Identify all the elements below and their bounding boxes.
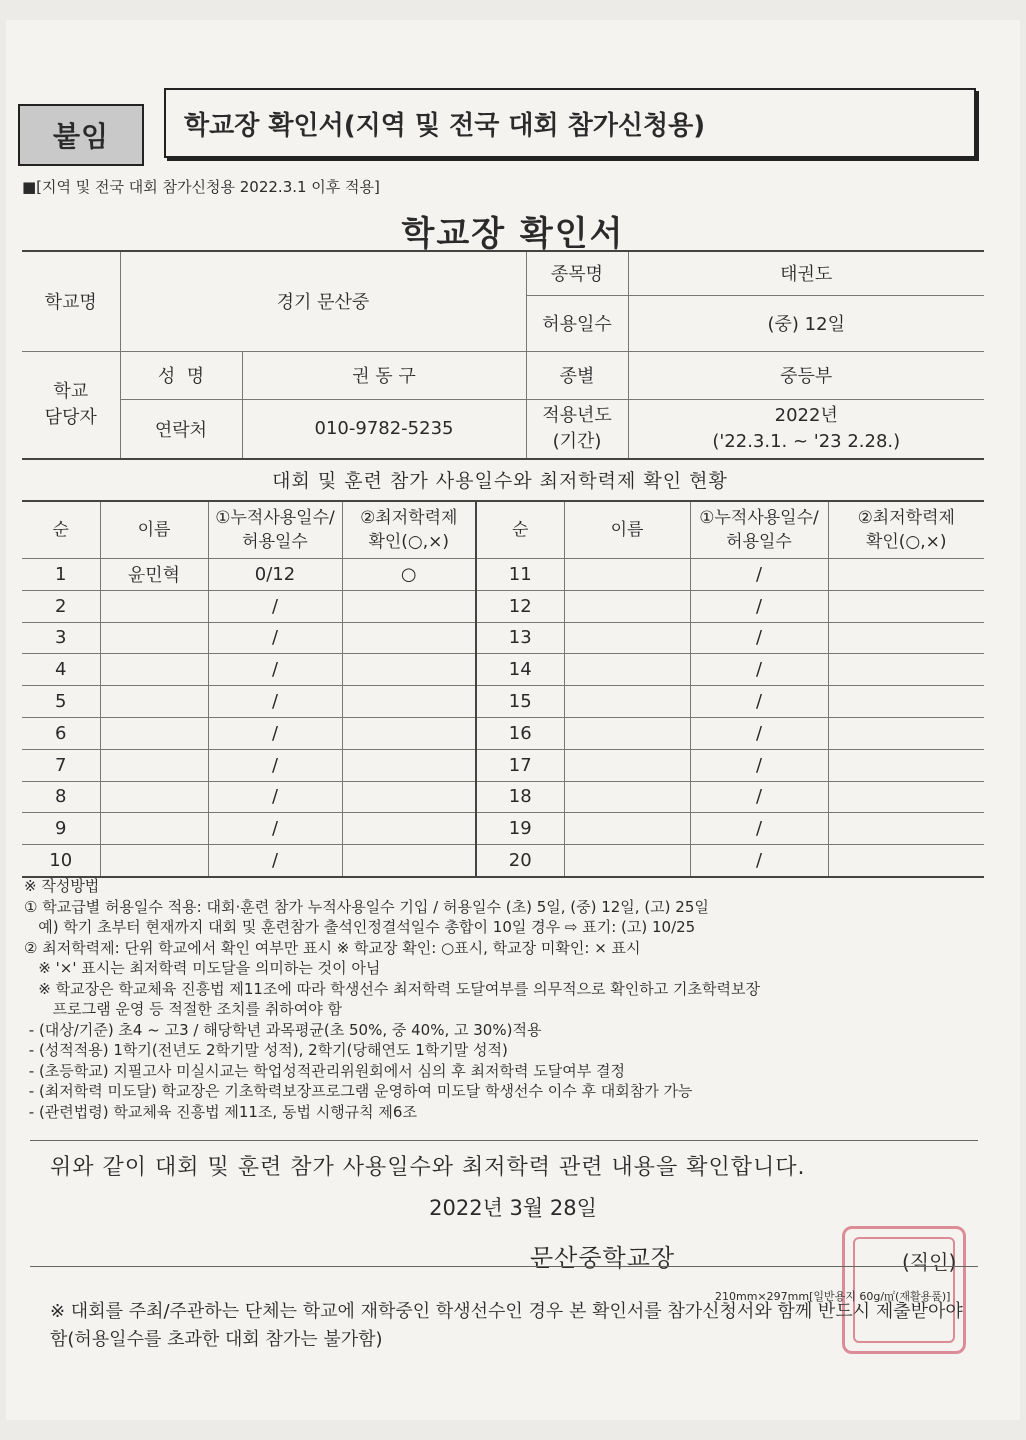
row-name xyxy=(564,654,690,686)
instruction-line: - (초등학교) 지필고사 미실시교는 학업성적관리위원회에서 심의 후 최저학력 도달여부 결정 xyxy=(24,1061,625,1080)
row-no: 14 xyxy=(476,654,564,686)
row-days: / xyxy=(208,622,342,654)
table-row xyxy=(22,686,984,718)
manager-label: 학교 담당자 xyxy=(22,351,120,459)
divider xyxy=(30,1266,978,1267)
writing-instructions xyxy=(24,876,994,1122)
table-row xyxy=(22,717,984,749)
table-row xyxy=(22,559,984,591)
row-days: / xyxy=(690,686,828,718)
row-days: / xyxy=(690,654,828,686)
row-name xyxy=(564,749,690,781)
principal-name: 문산중학교장 xyxy=(530,1244,676,1272)
row-no: 18 xyxy=(476,781,564,813)
school-label: 학교명 xyxy=(22,251,120,351)
row-check xyxy=(828,559,984,591)
row-no: 5 xyxy=(22,686,100,718)
contact-label: 연락처 xyxy=(120,399,242,459)
table-row xyxy=(22,654,984,686)
instruction-line: - (성적적용) 1학기(전년도 2학기말 성적), 2학기(당해연도 1학기말 성적) xyxy=(24,1041,508,1059)
row-no: 3 xyxy=(22,622,100,654)
row-check: ○ xyxy=(342,559,476,591)
row-name xyxy=(564,590,690,622)
instruction-line: 프로그램 운영 등 적절한 조치를 취하여야 함 xyxy=(24,1000,343,1018)
col-name: 이름 xyxy=(100,501,208,559)
row-name xyxy=(100,590,208,622)
row-check xyxy=(828,686,984,718)
row-no: 10 xyxy=(22,845,100,877)
row-name xyxy=(100,717,208,749)
row-days: 0/12 xyxy=(208,559,342,591)
col-days: ①누적사용일수/ 허용일수 xyxy=(690,501,828,559)
table-row xyxy=(22,749,984,781)
row-check xyxy=(342,590,476,622)
row-name xyxy=(100,813,208,845)
row-name xyxy=(564,559,690,591)
row-no: 1 xyxy=(22,559,100,591)
instruction-line: ① 학교급별 허용일수 적용: 대회·훈련 참가 누적사용일수 기입 / 허용일수 (초) 5일, (중) 12일, (고) 25일 xyxy=(24,897,709,916)
application-note: ■[지역 및 전국 대회 참가신청용 2022.3.1 이후 적용] xyxy=(22,178,380,196)
instruction-line: - (최저학력 미도달) 학교장은 기초학력보장프로그램 운영하여 미도달 학생선수 이수 후 대회참가 가능 xyxy=(24,1082,693,1100)
status-title: 대회 및 훈련 참가 사용일수와 최저학력제 확인 현황 xyxy=(272,470,728,492)
row-name: 윤민혁 xyxy=(100,559,208,591)
row-days: / xyxy=(208,813,342,845)
row-check xyxy=(828,590,984,622)
footnote: ※ 대회를 주최/주관하는 단체는 학교에 재학중인 학생선수인 경우 본 확인서를 참가신청서와 함께 반드시 제출받아야 함(허용일수를 초과한 대회 참가는 불가함) xyxy=(50,1301,963,1350)
table-row xyxy=(22,813,984,845)
instruction-line: ※ '×' 표시는 최저학력 미도달을 의미하는 것이 아님 xyxy=(24,959,381,977)
row-days: / xyxy=(208,781,342,813)
participant-table xyxy=(22,500,984,878)
row-days: / xyxy=(690,845,828,877)
instruction-line: - (관련법령) 학교체육 진흥법 제11조, 동법 시행규칙 제6조 xyxy=(24,1102,417,1121)
allowed-days-value: (중) 12일 xyxy=(628,295,984,351)
instruction-line: ※ 작성방법 xyxy=(24,877,100,895)
event-label: 종목명 xyxy=(526,251,628,295)
row-name xyxy=(100,749,208,781)
row-no: 8 xyxy=(22,781,100,813)
row-check xyxy=(828,845,984,877)
row-name xyxy=(564,622,690,654)
row-no: 4 xyxy=(22,654,100,686)
row-no: 9 xyxy=(22,813,100,845)
col-name: 이름 xyxy=(564,501,690,559)
row-name xyxy=(100,781,208,813)
school-value: 경기 문산중 xyxy=(120,251,526,351)
category-label: 종별 xyxy=(526,351,628,399)
row-check xyxy=(828,749,984,781)
row-days: / xyxy=(690,590,828,622)
row-name xyxy=(100,686,208,718)
paper-spec: 210mm×297mm[일반용지 60g/㎡(재활용품)] xyxy=(715,1290,951,1303)
row-days: / xyxy=(690,559,828,591)
allowed-days-label: 허용일수 xyxy=(526,295,628,351)
name-label: 성 명 xyxy=(120,351,242,399)
row-check xyxy=(342,781,476,813)
row-no: 6 xyxy=(22,717,100,749)
instruction-line: ※ 학교장은 학교체육 진흥법 제11조에 따라 학생선수 최저학력 도달여부를 의무적으로 확인하고 기초학력보장 xyxy=(24,979,760,998)
row-days: / xyxy=(208,749,342,781)
header-title: 학교장 확인서(지역 및 전국 대회 참가신청용) xyxy=(164,88,976,158)
row-check xyxy=(828,622,984,654)
row-days: / xyxy=(690,622,828,654)
row-check xyxy=(828,654,984,686)
event-value: 태권도 xyxy=(628,251,984,295)
row-check xyxy=(342,845,476,877)
seal-label: (직인) xyxy=(902,1250,957,1274)
row-no: 12 xyxy=(476,590,564,622)
attachment-tag: 붙임 xyxy=(18,104,144,166)
table-row xyxy=(22,845,984,877)
row-check xyxy=(828,717,984,749)
year-value: 2022년 xyxy=(774,404,838,426)
row-check xyxy=(828,813,984,845)
col-no: 순 xyxy=(22,501,100,559)
row-days: / xyxy=(208,590,342,622)
row-days: / xyxy=(208,717,342,749)
row-check xyxy=(342,622,476,654)
instruction-line: ② 최저학력제: 단위 학교에서 확인 여부만 표시 ※ 학교장 확인: ○표시, 학교장 미확인: × 표시 xyxy=(24,938,641,957)
table-row xyxy=(22,781,984,813)
row-no: 17 xyxy=(476,749,564,781)
table-row xyxy=(22,622,984,654)
contact-value: 010-9782-5235 xyxy=(242,399,526,459)
col-no: 순 xyxy=(476,501,564,559)
row-no: 16 xyxy=(476,717,564,749)
row-check xyxy=(342,813,476,845)
row-no: 7 xyxy=(22,749,100,781)
row-days: / xyxy=(690,717,828,749)
row-days: / xyxy=(690,749,828,781)
row-name xyxy=(100,654,208,686)
instruction-line: - (대상/기준) 초4 ~ 고3 / 해당학년 과목평균(초 50%, 중 40%, 고 30%)적용 xyxy=(24,1020,542,1039)
row-name xyxy=(564,813,690,845)
row-days: / xyxy=(208,654,342,686)
col-days: ①누적사용일수/ 허용일수 xyxy=(208,501,342,559)
row-name xyxy=(564,717,690,749)
row-check xyxy=(342,717,476,749)
row-name xyxy=(100,622,208,654)
row-no: 11 xyxy=(476,559,564,591)
row-name xyxy=(564,845,690,877)
col-check: ②최저학력제 확인(○,×) xyxy=(342,501,476,559)
page-title: 학교장 확인서 xyxy=(401,214,625,254)
row-check xyxy=(342,686,476,718)
row-no: 13 xyxy=(476,622,564,654)
row-no: 19 xyxy=(476,813,564,845)
divider xyxy=(30,1140,978,1141)
row-check xyxy=(342,749,476,781)
row-no: 2 xyxy=(22,590,100,622)
instruction-line: 예) 학기 초부터 현재까지 대회 및 훈련참가 출석인정결석일수 총합이 10일 경우 ⇨ 표기: (고) 10/25 xyxy=(24,918,696,936)
info-table xyxy=(22,250,984,460)
row-no: 20 xyxy=(476,845,564,877)
row-no: 15 xyxy=(476,686,564,718)
category-value: 중등부 xyxy=(628,351,984,399)
row-days: / xyxy=(208,686,342,718)
row-name xyxy=(100,845,208,877)
row-name xyxy=(564,686,690,718)
confirmation-text: 위와 같이 대회 및 훈련 참가 사용일수와 최저학력 관련 내용을 확인합니다. xyxy=(50,1155,806,1180)
name-value: 권 동 구 xyxy=(242,351,526,399)
row-days: / xyxy=(690,813,828,845)
year-period: ('22.3.1. ~ '23 2.28.) xyxy=(712,430,901,452)
year-label: 적용년도 (기간) xyxy=(526,399,628,459)
row-name xyxy=(564,781,690,813)
row-check xyxy=(342,654,476,686)
row-days: / xyxy=(690,781,828,813)
row-days: / xyxy=(208,845,342,877)
table-row xyxy=(22,590,984,622)
confirm-date: 2022년 3월 28일 xyxy=(429,1196,597,1220)
col-check: ②최저학력제 확인(○,×) xyxy=(828,501,984,559)
year-cell xyxy=(628,399,984,459)
row-check xyxy=(828,781,984,813)
